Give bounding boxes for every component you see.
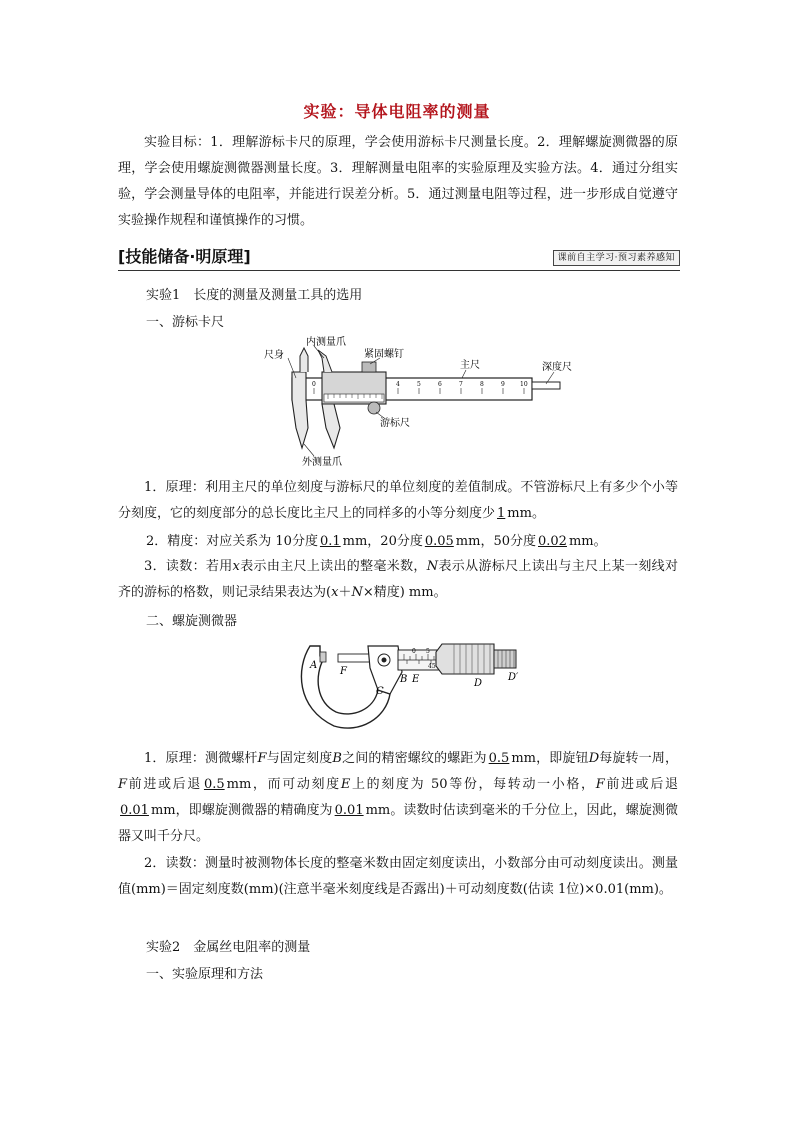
label-a: A [310,660,318,671]
vernier-caliper-figure [262,332,592,470]
exp2-heading: 实验2 金属丝电阻率的测量 [146,940,311,955]
m1-text-b: 与固定刻度 [266,751,333,766]
m1-text-e: 每旋转一周， [599,751,678,766]
p1-answer: 1 [497,506,506,521]
section-badge: 课前自主学习·预习素养感知 [553,250,680,266]
m1-var-e: E [340,777,351,792]
caliper-precision [146,532,607,552]
m1-var-f: F [257,751,267,766]
micrometer-principle [118,746,678,850]
label-f: F [340,666,347,677]
m1-var-b: B [332,751,342,766]
m1-answer-3: 0.01 [120,803,149,818]
m1-text-k: mm。读数时估读到毫米的千分位上，因此，螺旋测微器又叫千分尺。 [118,803,678,844]
label-vernier: 游标尺 [380,418,410,429]
p1-text: 1．原理：利用主尺的单位刻度与游标尺的单位刻度的差值制成。不管游标尺上有多少个小等分刻度，它的刻度部分的总长度比主尺上的同样多的小等分刻度少 [118,480,678,521]
m1-text-h: 上的刻度为 50等份，每转动一小格， [350,777,596,792]
m1-answer-1: 0.5 [488,751,510,766]
m1-text-f: 前进或后退 [127,777,202,792]
label-d-prime: D′ [508,672,519,683]
m1-text-c: 之间的精密螺纹的螺距为 [341,751,487,766]
label-inner-jaw: 内测量爪 [306,337,346,348]
m1-text-g: mm，而可动刻度 [226,777,341,792]
m1-text-d: mm，即旋钮 [511,751,589,766]
caliper-principle [118,475,678,527]
caliper-tick-7: 7 [459,381,463,388]
micrometer-subheading: 二、螺旋测微器 [146,614,238,629]
micrometer-tick-0: 0 [412,648,416,655]
p2-answer-2: 0.05 [424,534,454,549]
page-title: 实验：导体电阻率的测量 [303,102,491,121]
p2-text-d: mm。 [568,534,607,549]
p3-var-x: x [232,559,240,574]
p2-text-c: mm，50分度 [455,534,536,549]
section-header [118,244,680,271]
micrometer-figure [294,638,534,734]
p3-var-x2: x [331,585,339,600]
m1-text-a: 1．原理：测微螺杆 [144,751,258,766]
micrometer-tick-5: 5 [426,648,430,655]
micrometer-reading: 2．读数：测量时被测物体长度的整毫米数由固定刻度读出，小数部分由可动刻度读出。测量值(mm)＝固定刻度数(mm)(注意半毫米刻度线是否露出)＋可动刻度数(估读 1位)×0.01(mm)。 [118,856,678,897]
label-d: D [474,678,483,689]
p3-var-n: N [426,559,439,574]
exp2-subheading: 一、实验原理和方法 [146,967,264,982]
p3-text-c: 表示从游标尺上读出与主尺上某一刻线对齐的游标的格数，则记录结果表达为( [118,559,678,600]
label-c: C [376,686,384,697]
label-body: 尺身 [264,350,284,361]
p2-answer-3: 0.02 [538,534,567,549]
caliper-tick-0: 0 [312,381,316,388]
exp1-heading: 实验1 长度的测量及测量工具的选用 [146,288,363,303]
p2-text-b: mm，20分度 [342,534,423,549]
p3-var-n2: N [351,585,363,600]
p2-text-a: 2．精度：对应关系为 10分度 [146,534,318,549]
caliper-tick-5: 5 [417,381,421,388]
p3-text-d: ＋ [338,585,352,600]
label-depth: 深度尺 [542,362,572,373]
caliper-subheading: 一、游标卡尺 [146,315,225,330]
objectives-paragraph: 实验目标：1．理解游标卡尺的原理，学会使用游标卡尺测量长度。2．理解螺旋测微器的原理，学会使用螺旋测微器测量长度。3．理解测量电阻率的实验原理及实验方法。4．通过分组实验，学会测量导体的电阻率，并能进行误差分析。5．通过测量电阻等过程，进一步形成自觉遵守实验操作规程和谨慎操作的习惯。 [118,135,678,228]
caliper-tick-6: 6 [438,381,442,388]
m1-answer-2: 0.5 [203,777,225,792]
caliper-reading [118,554,678,606]
label-b: B [400,674,408,685]
p3-text-e: ×精度) mm。 [362,585,447,600]
p3-text-b: 表示由主尺上读出的整毫米数， [239,559,427,574]
label-main-scale: 主尺 [460,360,480,371]
caliper-tick-9: 9 [501,381,505,388]
caliper-tick-4: 4 [396,381,400,388]
m1-var-f3: F [595,777,605,792]
caliper-tick-10: 10 [520,381,528,388]
label-screw: 紧固螺钉 [364,349,404,360]
section-heading: [技能储备·明原理] [118,247,251,266]
m1-answer-4: 0.01 [334,803,364,818]
micrometer-tick-45: 45 [428,663,436,670]
m1-var-d: D [588,751,600,766]
m1-var-f2: F [118,777,128,792]
p1-unit: mm。 [507,506,545,521]
p2-answer-1: 0.1 [319,534,341,549]
label-outer-jaw: 外测量爪 [302,457,342,468]
caliper-tick-8: 8 [480,381,484,388]
label-e: E [412,674,420,685]
m1-text-j: mm，即螺旋测微器的精确度为 [150,803,333,818]
m1-text-i: 前进或后退 [604,777,678,792]
p3-text-a: 3．读数：若用 [144,559,233,574]
